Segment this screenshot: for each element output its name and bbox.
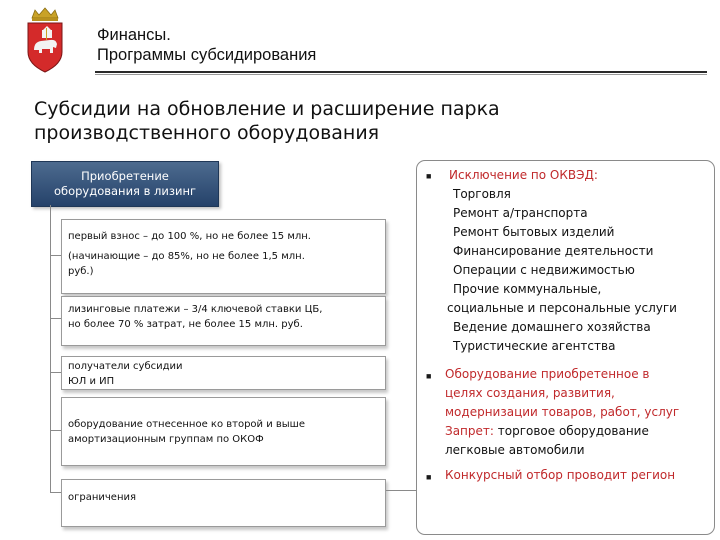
restrictions-box bbox=[61, 479, 386, 527]
header-divider-thin bbox=[95, 74, 707, 75]
restrictions-panel bbox=[416, 160, 715, 535]
tree-connector-vertical bbox=[50, 205, 51, 493]
okved-item-trade: Торговля bbox=[453, 187, 511, 201]
slide-title bbox=[34, 97, 594, 145]
down-payment-line-2: (начинающие – до 85%, но не более 1,5 млн. bbox=[68, 251, 305, 262]
okved-title: Исключение по ОКВЭД: bbox=[449, 168, 598, 182]
square-bullet-icon: ■ bbox=[426, 171, 432, 181]
ban-line-2: легковые автомобили bbox=[445, 443, 585, 457]
okved-item-household: Ведение домашнего хозяйства bbox=[453, 320, 651, 334]
down-payment-line-1: первый взнос – до 100 %, но не более 15 млн. bbox=[68, 231, 311, 242]
header-divider bbox=[95, 71, 707, 73]
okved-item-real-estate: Операции с недвижимостью bbox=[453, 263, 635, 277]
lease-header-line-1: Приобретение bbox=[81, 169, 169, 183]
equipment-purpose-line-3: модернизации товаров, работ, услуг bbox=[445, 405, 680, 419]
recipients-box bbox=[61, 356, 386, 390]
ban-label: Запрет: bbox=[445, 424, 494, 438]
section-title: Финансы. bbox=[97, 26, 171, 44]
lease-header-box bbox=[31, 161, 219, 207]
down-payment-box bbox=[61, 219, 386, 294]
lease-payments-line-2: но более 70 % затрат, не более 15 млн. руб. bbox=[68, 319, 303, 330]
square-bullet-icon: ■ bbox=[426, 472, 432, 482]
okved-item-auto-repair: Ремонт а/транспорта bbox=[453, 206, 588, 220]
perm-krai-coat-of-arms-icon bbox=[20, 6, 70, 76]
okved-item-services: социальные и персональные услуги bbox=[447, 301, 677, 315]
lease-payments-box bbox=[61, 296, 386, 346]
lease-payments-line-1: лизинговые платежи – 3/4 ключевой ставки ЦБ, bbox=[68, 304, 323, 315]
slide-title-line-2: производственного оборудования bbox=[34, 122, 380, 144]
down-payment-line-3: руб.) bbox=[68, 266, 94, 277]
ban-text: торговое оборудование bbox=[493, 424, 649, 438]
restrictions-connector bbox=[386, 490, 418, 491]
recipients-line-2: ЮЛ и ИП bbox=[68, 376, 115, 387]
header bbox=[0, 0, 720, 84]
equipment-class-line-1: оборудование отнесенное ко второй и выше bbox=[68, 419, 305, 430]
lease-header-line-2: оборудования в лизинг bbox=[53, 184, 197, 198]
restrictions-label: ограничения bbox=[68, 492, 136, 503]
okved-item-household-repair: Ремонт бытовых изделий bbox=[453, 225, 615, 239]
slide-title-line-1: Субсидии на обновление и расширение парка bbox=[34, 98, 500, 120]
equipment-purpose-line-1: Оборудование приобретенное в bbox=[445, 367, 650, 381]
okved-item-utilities: Прочие коммунальные, bbox=[453, 282, 602, 296]
square-bullet-icon: ■ bbox=[426, 371, 432, 381]
recipients-line-1: получатели субсидии bbox=[68, 361, 183, 372]
equipment-class-box bbox=[61, 397, 386, 466]
okved-item-finance: Финансирование деятельности bbox=[453, 244, 654, 258]
equipment-class-line-2: амортизационным группам по ОКОФ bbox=[68, 434, 264, 445]
section-subtitle: Программы субсидирования bbox=[97, 46, 317, 64]
okved-item-tourism: Туристические агентства bbox=[453, 339, 616, 353]
competitive-selection: Конкурсный отбор проводит регион bbox=[445, 468, 676, 482]
equipment-purpose-line-2: целях создания, развития, bbox=[445, 386, 615, 400]
